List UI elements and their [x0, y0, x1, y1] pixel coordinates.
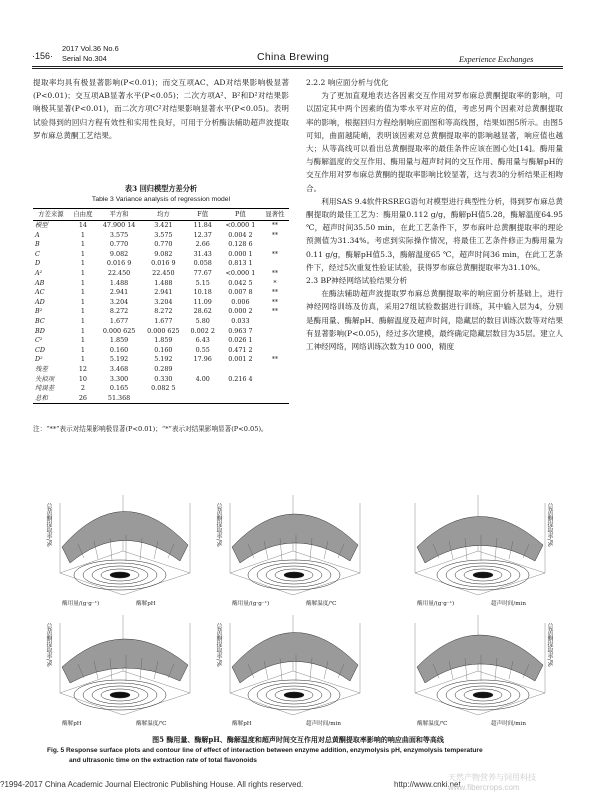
- x-axis-label: 酶用量/(g·g⁻¹): [417, 601, 455, 607]
- table-cell: **: [271, 230, 279, 239]
- table-cell: 2.941: [154, 288, 173, 297]
- table-cell: [261, 384, 289, 394]
- table-cell: 2.941: [109, 288, 129, 297]
- table-cell: 1: [80, 249, 85, 258]
- table-cell: 1.859: [154, 336, 173, 345]
- right-paragraph-2: 利用SAS 9.4软件RSREG语句对模型进行典型性分析，得到罗布麻总黄酮提取的最佳工艺为：酶用量0.112 g/g，酶解pH值5.28，酶解温度64.95 ℃，超声时间35.50 min，在此工艺条件下，罗布麻叶总黄酮提取率的理论预测值为31.34%。考虑到实际操作情况，将最佳工艺条件修正为酶用量为0.11 g/g，酶解pH值5.3，酶解温度65 ℃，超声时间36 min，在此工艺条件下，经过5次重复性验证试验，获得罗布麻总黄酮提取率为31.10%。: [306, 196, 563, 272]
- table-cell: [261, 259, 289, 269]
- right-paragraph-3: 在酶法辅助超声波提取罗布麻总黄酮提取率的响应面分析基础上，进行神经网络训练及仿真，采用27组试验数据进行训练，其中输入层为4，分别是酶用量、酶解pH、酶解温度及超声时间，隐藏层的数目训练次数等对结果有显著影响(P<0.05)，经过多次建模，最终确定隐藏层数目为35层。建立人工神经网络，网络训练次数为10 000，精度: [306, 289, 563, 352]
- table-cell: 10: [78, 374, 87, 383]
- table-cell: 0.128 6: [228, 240, 253, 249]
- contour-line: [284, 572, 304, 578]
- table-cell: [220, 365, 261, 375]
- table-cell: 1: [80, 288, 85, 297]
- table-row: [33, 259, 289, 269]
- x-axis-label: 酶用量/(g·g⁻¹): [62, 601, 100, 607]
- table-cell: 5.15: [195, 278, 210, 287]
- table-row: [33, 231, 289, 241]
- table-cell: 0.006: [231, 297, 250, 306]
- journal-name: China Brewing: [257, 51, 330, 63]
- table-cell: 0.289: [154, 364, 173, 373]
- table-cell: 5.80: [195, 316, 210, 325]
- table-cell: [261, 317, 289, 327]
- col-source: 方差来源: [33, 209, 69, 221]
- table-cell: **: [271, 307, 279, 316]
- table-cell: 0.016 9: [151, 259, 176, 268]
- table-cell: [220, 384, 261, 394]
- contour-line: [473, 572, 493, 578]
- contour-line: [473, 692, 493, 698]
- table-cell: 3.575: [109, 230, 129, 239]
- surface-panel: [40, 495, 206, 615]
- table-cell: 1.859: [109, 336, 129, 345]
- x-axis-label: 酶用量/(g·g⁻¹): [232, 601, 270, 607]
- header-rule: [32, 66, 563, 67]
- table-row: [33, 250, 289, 260]
- table-cell: 1: [80, 240, 85, 249]
- table-cell: 12: [78, 364, 87, 373]
- table-title-en: Table 3 Variance analysis of regression model: [91, 196, 231, 203]
- table-note: 注：“**”表示对结果影响极显著(P<0.01)；“*”表示对结果影响显著(P<0.05)。: [33, 425, 268, 433]
- col-ms: 均方: [141, 209, 185, 221]
- table-cell: *: [273, 278, 277, 287]
- header-rule-2: [32, 68, 563, 69]
- table-3-title: [33, 182, 289, 205]
- table-cell: 0.471 2: [228, 345, 253, 354]
- table-cell: 2: [80, 384, 85, 393]
- table-cell: 0.813 1: [228, 259, 253, 268]
- table-cell: 5.192: [154, 355, 173, 364]
- table-cell: 4.00: [195, 374, 210, 383]
- table-cell: **: [271, 288, 279, 297]
- table-cell: 1: [80, 297, 85, 306]
- table-cell: 1: [80, 230, 85, 239]
- table-cell: AB: [35, 278, 45, 287]
- table-cell: A²: [35, 268, 43, 277]
- table-row: [33, 317, 289, 327]
- table-row: [33, 279, 289, 289]
- table-cell: [186, 394, 220, 404]
- surface-panel: [395, 495, 561, 615]
- copyright-text: ?1994-2017 China Academic Journal Electronic Publishing House. All rights reserved.: [0, 780, 304, 789]
- table-cell: BC: [35, 316, 45, 325]
- z-axis-label: 总黄酮提取率/%: [215, 503, 222, 547]
- table-cell: 22.450: [107, 268, 131, 277]
- table-row: [33, 384, 289, 394]
- table-cell: 1: [80, 259, 85, 268]
- table-cell: 5.192: [109, 355, 129, 364]
- table-cell: [261, 336, 289, 346]
- table-cell: AC: [35, 288, 45, 297]
- table-cell: 1: [80, 326, 85, 335]
- table-cell: 9.082: [154, 249, 173, 258]
- section-name: Experience Exchanges: [459, 55, 534, 64]
- table-cell: [261, 240, 289, 250]
- table-cell: 2.66: [195, 240, 210, 249]
- table-cell: **: [271, 249, 279, 258]
- surface-plot: [40, 615, 206, 735]
- table-cell: 3.204: [109, 297, 129, 306]
- col-sig: 显著性: [261, 209, 289, 221]
- table-cell: 9.082: [109, 249, 129, 258]
- table-cell: C²: [35, 336, 43, 345]
- section-heading-2-3: 2.3 BP神经网络试验结果分析: [306, 276, 408, 286]
- table-cell: 0.026 1: [228, 336, 253, 345]
- table-cell: 3.300: [109, 374, 129, 383]
- table-cell: 47.900 14: [102, 221, 136, 229]
- table-cell: [261, 394, 289, 404]
- table-cell: [186, 365, 220, 375]
- table-cell: 6.43: [195, 336, 210, 345]
- table-cell: **: [271, 221, 279, 229]
- table-row: [33, 288, 289, 298]
- figure-caption-cn: 图5 酶用量、酶解pH、酶解温度和超声时间交互作用对总黄酮提取率影响的响应曲面和等高线: [152, 735, 444, 744]
- table-cell: 0.770: [109, 240, 129, 249]
- surface-plot: [210, 615, 376, 735]
- table-cell: 1: [80, 336, 85, 345]
- table-cell: 0.007 8: [228, 288, 253, 297]
- table-cell: **: [271, 297, 279, 306]
- contour-line: [284, 692, 304, 698]
- volume-info: [62, 44, 119, 64]
- surface-plot: [395, 495, 561, 615]
- table-row: [33, 221, 289, 231]
- table-row: [33, 240, 289, 250]
- table-cell: 0.082 5: [151, 384, 176, 393]
- col-ss: 平方和: [97, 209, 141, 221]
- table-cell: 0.165: [109, 384, 129, 393]
- col-p: P值: [220, 209, 261, 221]
- table-cell: [261, 327, 289, 337]
- y-axis-label: 酶解pH: [136, 601, 156, 607]
- x-axis-label: 酶解pH: [232, 721, 252, 727]
- table-cell: 28.62: [193, 307, 212, 316]
- table-cell: 0.004 2: [228, 230, 253, 239]
- surface-panel: [395, 615, 561, 735]
- y-axis-label: 超声时间/min: [306, 721, 341, 727]
- x-axis-label: 酶解温度/℃: [417, 721, 448, 727]
- table-cell: 0.058: [193, 259, 212, 268]
- table-row: [33, 336, 289, 346]
- table-cell: 51.368: [97, 394, 141, 404]
- table-cell: 12.37: [193, 230, 212, 239]
- table-cell: 0.002 2: [190, 326, 215, 335]
- table-cell: 0.042 5: [228, 278, 253, 287]
- table-cell: 1: [80, 307, 85, 316]
- y-axis-label: 超声时间/min: [491, 601, 526, 607]
- table-cell: 0.330: [154, 374, 173, 383]
- table-cell: 3.421: [154, 221, 173, 229]
- table-cell: 17.96: [193, 355, 212, 364]
- table-cell: 8.272: [154, 307, 173, 316]
- table-cell: B²: [35, 307, 43, 316]
- page-number: ·156·: [32, 51, 54, 61]
- table-cell: <0.000 1: [225, 268, 256, 277]
- table-cell: [220, 394, 261, 404]
- table-cell: 31.43: [193, 249, 212, 258]
- surface-panel: [40, 615, 206, 735]
- table-cell: **: [271, 268, 279, 277]
- table-cell: 11.84: [193, 221, 212, 229]
- table-cell: 26: [69, 394, 97, 404]
- table-cell: [141, 394, 185, 404]
- surface-plot: [210, 495, 376, 615]
- table-cell: B: [35, 240, 40, 249]
- table-cell: **: [271, 355, 279, 364]
- surface-panel: [210, 615, 376, 735]
- table-cell: D: [35, 259, 41, 268]
- table-cell: [186, 384, 220, 394]
- table-cell: 纯误差: [35, 384, 55, 393]
- section-heading-2-2-2: 2.2.2 响应面分析与优化: [306, 78, 389, 87]
- table-cell: 0.000 2: [228, 307, 253, 316]
- table-cell: 1: [80, 316, 85, 325]
- z-axis-label: 总黄酮提取率/%: [45, 623, 52, 667]
- table-cell: 0.55: [195, 345, 210, 354]
- table-cell: 1: [80, 278, 85, 287]
- table-cell: [261, 365, 289, 375]
- table-cell: 0.160: [154, 345, 173, 354]
- table-cell: C: [35, 249, 40, 258]
- table-cell: 1.677: [154, 316, 173, 325]
- table-cell: 模型: [35, 221, 48, 229]
- table-cell: 0.000 1: [228, 249, 253, 258]
- response-surface: [417, 516, 543, 563]
- table-cell: 0.160: [109, 345, 129, 354]
- col-df: 自由度: [69, 209, 97, 221]
- z-axis-label: 总黄酮提取率/%: [215, 623, 222, 667]
- table-cell: 0.770: [154, 240, 173, 249]
- y-axis-label: 酶解温度/℃: [136, 721, 167, 727]
- anova-table: [33, 208, 289, 404]
- table-row: [33, 355, 289, 365]
- right-paragraph-1: 为了更加直观地表达各因素交互作用对罗布麻总黄酮提取率的影响，可以固定其中两个因素的值为零水平对应的值，考虑另两个因素对总黄酮提取率的影响，根据回归方程绘制响应面图和等高线图，结果如图5所示。由图5可知，曲面越陡峭，表明该因素对总黄酮提取率的影响越显著，响应值也越大；从等高线可以看出总黄酮提取率的最佳条件应该在圆心处[14]。酶用量与酶解温度的交互作用、酶用量与超声时间的交互作用、酶用量与酶解pH的交互作用对罗布麻总黄酮的提取率影响比较显著，这与表3的分析结果正相吻合。: [306, 91, 563, 193]
- y-axis-label: 超声时间/min: [491, 721, 526, 727]
- contour-line: [110, 572, 130, 578]
- table-cell: 0.016 9: [106, 259, 132, 268]
- table-cell: 0.963 7: [228, 326, 253, 335]
- table-cell: 3.468: [109, 364, 129, 373]
- watermark: 天然产物营养与饲用科技 www.fibercrops.com: [448, 773, 536, 792]
- caption-en-line-2: and ultrasonic time on the extraction rate of total flavonoids: [69, 756, 257, 764]
- table-cell: 77.67: [193, 268, 212, 277]
- table-cell: 14: [78, 221, 87, 229]
- caption-en-line-1: Fig. 5 Response surface plots and contour line of effect of interaction between enzyme addition, enzymolysis pH, enzymolysis temperature: [47, 747, 483, 754]
- response-surface: [62, 639, 188, 683]
- table-cell: 1.677: [109, 316, 129, 325]
- table-title-cn: 表3 回归模型方差分析: [124, 184, 198, 193]
- table-cell: 3.575: [154, 230, 173, 239]
- table-row: [33, 307, 289, 317]
- table-row: [33, 365, 289, 375]
- surface-panel: [210, 495, 376, 615]
- table-cell: [261, 375, 289, 385]
- table-cell: D²: [35, 355, 43, 364]
- table-cell: 1: [80, 345, 85, 354]
- contour-line: [110, 692, 130, 698]
- table-cell: 8.272: [109, 307, 129, 316]
- table-cell: A: [35, 230, 40, 239]
- table-row: [33, 327, 289, 337]
- table-cell: 1.488: [109, 278, 129, 287]
- table-row: [33, 269, 289, 279]
- y-axis-label: 酶解温度/℃: [306, 601, 337, 607]
- table-cell: 残差: [35, 364, 48, 373]
- serial-label: Serial No.304: [62, 54, 107, 63]
- table-cell: 失拟项: [35, 374, 55, 383]
- table-cell: 22.450: [152, 268, 175, 277]
- table-cell: 0.000 625: [147, 326, 180, 335]
- surface-plot: [395, 615, 561, 735]
- table-row: [33, 346, 289, 356]
- table-cell: 0.216 4: [228, 374, 253, 383]
- figure-caption-en: [47, 746, 567, 765]
- table-cell: 0.000 625: [102, 326, 136, 335]
- cnki-link[interactable]: http://www.cnki.net: [394, 780, 461, 789]
- table-cell: 3.204: [154, 297, 173, 306]
- table-cell: [261, 346, 289, 356]
- table-row: [33, 298, 289, 308]
- table-cell: AD: [35, 297, 45, 306]
- table-cell: 11.09: [193, 297, 212, 306]
- z-axis-label: 总黄酮提取率/%: [45, 503, 52, 547]
- table-cell: 1.488: [154, 278, 173, 287]
- volume-label: 2017 Vol.36 No.6: [62, 44, 119, 53]
- x-axis-label: 酶解pH: [62, 721, 82, 727]
- col-f: F值: [186, 209, 220, 221]
- table-header-row: [33, 209, 289, 221]
- table-cell: <0.000 1: [225, 221, 256, 229]
- z-axis-label: 总黄酮提取率/%: [546, 503, 553, 547]
- surface-plot: [40, 495, 206, 615]
- table-cell: 10.18: [193, 288, 212, 297]
- right-column: [306, 76, 563, 353]
- table-cell: CD: [35, 345, 46, 354]
- table-cell: 0.033: [231, 316, 250, 325]
- left-paragraph: 提取率均具有极显著影响(P<0.01)；而交互项AC、AD对结果影响极显著(P<0.01)；交互项AB显著水平(P<0.05)；二次方项A²、B²和D²对结果影响极其显著(P<0.01)，而二次方项C²对结果影响显著水平(P<0.05)。表明试验得到的回归方程有效性和实用性良好，可用于分析酶法辅助超声波提取罗布麻总黄酮工艺结果。: [33, 78, 289, 140]
- table-row: [33, 394, 289, 404]
- table-cell: 1: [80, 355, 85, 364]
- table-cell: 总和: [33, 394, 69, 404]
- table-cell: BD: [35, 326, 45, 335]
- table-cell: 0.001 2: [228, 355, 253, 364]
- table-cell: 1: [80, 268, 85, 277]
- z-axis-label: 总黄酮提取率/%: [546, 623, 553, 667]
- table-row: [33, 375, 289, 385]
